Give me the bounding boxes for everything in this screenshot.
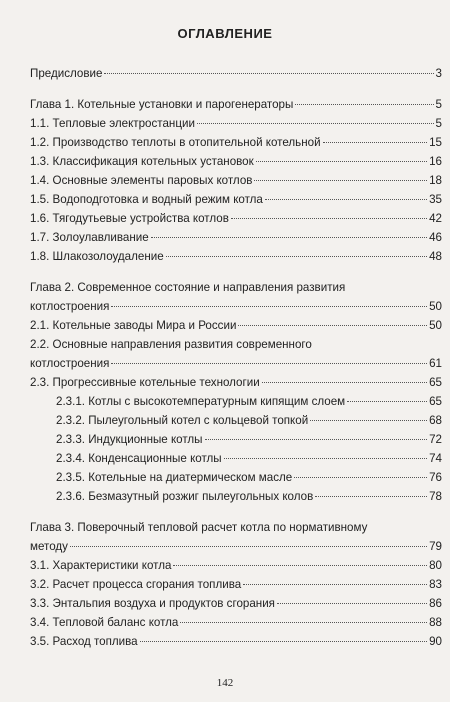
dot-leader xyxy=(315,496,427,497)
toc-entry-page: 61 xyxy=(429,357,442,370)
toc-entry-1-2 xyxy=(30,133,442,152)
toc-entry-label: 2.1. Котельные заводы Мира и России xyxy=(30,319,237,332)
dot-leader xyxy=(205,439,428,440)
toc-entry-page: 3 xyxy=(435,67,442,80)
toc-entry-page: 48 xyxy=(429,250,442,263)
toc-entry-page: 88 xyxy=(429,616,442,629)
toc-entry-label: 3.2. Расчет процесса сгорания топлива xyxy=(30,578,242,591)
toc-entry-label: 1.8. Шлакозолоудаление xyxy=(30,250,164,263)
dot-leader xyxy=(347,401,427,402)
dot-leader xyxy=(140,641,427,642)
dot-leader xyxy=(310,420,427,421)
toc-entry-label: 2.3.1. Котлы с высокотемпературным кипящим слоем xyxy=(56,395,346,408)
toc-entry-page: 83 xyxy=(429,578,442,591)
dot-leader xyxy=(224,458,427,459)
dot-leader xyxy=(111,363,427,364)
dot-leader xyxy=(111,306,427,307)
toc-entry-label: 2.3.6. Безмазутный розжиг пылеугольных колов xyxy=(56,490,314,503)
dot-leader xyxy=(256,161,427,162)
toc-entry-label: Глава 3. Поверочный тепловой расчет котла по нормативному xyxy=(30,521,368,534)
toc-entry-label: 1.6. Тягодутьевые устройства котлов xyxy=(30,212,229,225)
toc-entry-label: Глава 2. Современное состояние и направления развития xyxy=(30,281,346,294)
toc-entry-page: 16 xyxy=(429,155,442,168)
dot-leader xyxy=(173,565,427,566)
toc-entry-label: 2.3.3. Индукционные котлы xyxy=(56,433,203,446)
toc-entry-page: 72 xyxy=(429,433,442,446)
dot-leader xyxy=(166,256,427,257)
toc-entry-page: 79 xyxy=(429,540,442,553)
toc-entry-chapter-1 xyxy=(30,95,442,114)
toc-entry-3-2 xyxy=(30,575,442,594)
toc-entry-page: 80 xyxy=(429,559,442,572)
dot-leader xyxy=(254,180,427,181)
toc-entry-1-7 xyxy=(30,228,442,247)
dot-leader xyxy=(265,199,427,200)
page-number: 142 xyxy=(216,677,234,689)
page-title: ОГЛАВЛЕНИЕ xyxy=(177,26,273,41)
dot-leader xyxy=(243,584,427,585)
toc-entry-2-3-3 xyxy=(30,430,442,449)
dot-leader xyxy=(294,477,427,478)
toc-entry-page: 76 xyxy=(429,471,442,484)
toc-entry-label: 1.7. Золоулавливание xyxy=(30,231,149,244)
toc-entry-label: 3.1. Характеристики котла xyxy=(30,559,172,572)
toc-entry-label-continued: котлостроения xyxy=(30,357,110,370)
toc-entry-2-3-4 xyxy=(30,449,442,468)
toc-entry-3-4 xyxy=(30,613,442,632)
toc-entry-3-3 xyxy=(30,594,442,613)
toc-entry-label: 2.3.5. Котельные на диатермическом масле xyxy=(56,471,293,484)
toc-entry-2-2 xyxy=(30,335,442,373)
toc-entry-label: 1.2. Производство теплоты в отопительной котельной xyxy=(30,136,321,149)
toc-entry-2-1 xyxy=(30,316,442,335)
toc-entry-label: 3.4. Тепловой баланс котла xyxy=(30,616,179,629)
toc-entry-3-5 xyxy=(30,632,442,651)
toc-entry-label: 1.5. Водоподготовка и водный режим котла xyxy=(30,193,263,206)
toc-entry-page: 50 xyxy=(429,300,442,313)
toc-entry-page: 65 xyxy=(429,376,442,389)
dot-leader xyxy=(151,237,427,238)
toc-entry-preface xyxy=(30,64,442,83)
toc-entry-label: Глава 1. Котельные установки и парогенераторы xyxy=(30,98,294,111)
dot-leader xyxy=(180,622,427,623)
toc-entry-chapter-3 xyxy=(30,518,442,556)
toc-entry-page: 74 xyxy=(429,452,442,465)
toc-entry-page: 46 xyxy=(429,231,442,244)
dot-leader xyxy=(262,382,427,383)
toc-entry-label: 2.2. Основные направления развития современного xyxy=(30,338,312,351)
toc-entry-label-continued: котлостроения xyxy=(30,300,110,313)
toc-entry-page: 35 xyxy=(429,193,442,206)
toc-entry-label: 1.4. Основные элементы паровых котлов xyxy=(30,174,253,187)
toc-entry-page: 86 xyxy=(429,597,442,610)
toc-entry-3-1 xyxy=(30,556,442,575)
toc-entry-chapter-2 xyxy=(30,278,442,316)
dot-leader xyxy=(238,325,427,326)
toc-entry-page: 68 xyxy=(429,414,442,427)
toc-entry-1-6 xyxy=(30,209,442,228)
toc-entry-2-3-6 xyxy=(30,487,442,506)
dot-leader xyxy=(277,603,427,604)
toc-entry-page: 50 xyxy=(429,319,442,332)
toc-entry-1-5 xyxy=(30,190,442,209)
dot-leader xyxy=(70,546,427,547)
dot-leader xyxy=(231,218,427,219)
dot-leader xyxy=(197,123,434,124)
toc-entry-2-3 xyxy=(30,373,442,392)
toc-entry-page: 42 xyxy=(429,212,442,225)
toc-entry-page: 78 xyxy=(429,490,442,503)
toc-entry-page: 5 xyxy=(435,98,442,111)
dot-leader xyxy=(295,104,433,105)
toc-entry-1-8 xyxy=(30,247,442,266)
toc-entry-2-3-2 xyxy=(30,411,442,430)
toc-entry-page: 18 xyxy=(429,174,442,187)
toc-entry-label: 3.5. Расход топлива xyxy=(30,635,138,648)
toc-entry-label: 3.3. Энтальпия воздуха и продуктов сгорания xyxy=(30,597,275,610)
toc-entry-page: 15 xyxy=(429,136,442,149)
toc-entry-page: 5 xyxy=(435,117,442,130)
toc-entry-1-1 xyxy=(30,114,442,133)
toc-entry-label-continued: методу xyxy=(30,540,68,553)
dot-leader xyxy=(323,142,428,143)
toc-entry-page: 90 xyxy=(429,635,442,648)
toc-entry-2-3-1 xyxy=(30,392,442,411)
toc-entry-1-3 xyxy=(30,152,442,171)
dot-leader xyxy=(104,73,433,74)
toc-entry-label: 2.3.2. Пылеугольный котел с кольцевой топкой xyxy=(56,414,309,427)
toc-entry-label: Предисловие xyxy=(30,67,103,80)
toc-entry-label: 1.1. Тепловые электростанции xyxy=(30,117,195,130)
toc-entry-2-3-5 xyxy=(30,468,442,487)
toc-entry-page: 65 xyxy=(429,395,442,408)
toc-entry-1-4 xyxy=(30,171,442,190)
toc-entry-label: 2.3. Прогрессивные котельные технологии xyxy=(30,376,260,389)
toc-entry-label: 2.3.4. Конденсационные котлы xyxy=(56,452,222,465)
table-of-contents xyxy=(30,64,442,651)
toc-entry-label: 1.3. Классификация котельных установок xyxy=(30,155,254,168)
